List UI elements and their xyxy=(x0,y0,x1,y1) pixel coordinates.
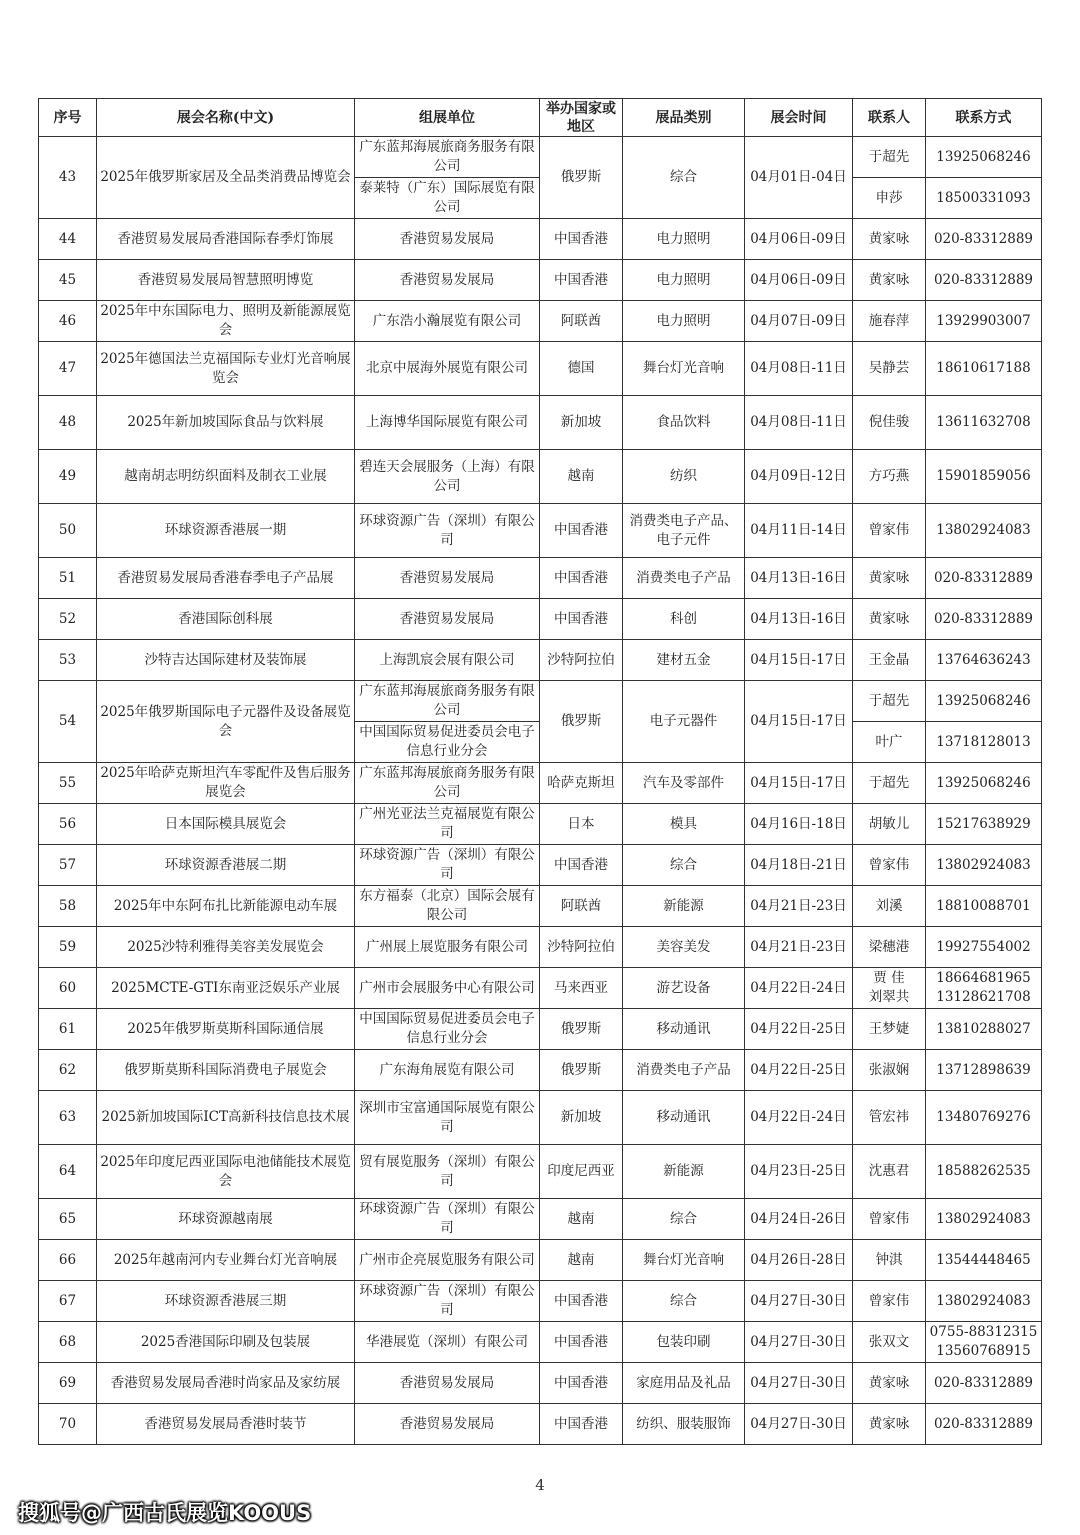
exhibition-date: 04月15日-17日 xyxy=(745,640,853,681)
table-row xyxy=(39,1404,1042,1445)
exhibition-name: 俄罗斯莫斯科国际消费电子展览会 xyxy=(97,1050,355,1091)
region: 中国香港 xyxy=(540,845,623,886)
exhibition-date: 04月06日-09日 xyxy=(745,260,853,301)
category: 综合 xyxy=(623,845,745,886)
exhibition-date: 04月08日-11日 xyxy=(745,396,853,450)
organizer: 碧连天会展服务（上海）有限公司 xyxy=(355,450,540,504)
region: 德国 xyxy=(540,342,623,396)
category: 消费类电子产品 xyxy=(623,1050,745,1091)
region: 新加坡 xyxy=(540,1091,623,1145)
category: 电力照明 xyxy=(623,219,745,260)
row-no: 57 xyxy=(39,845,97,886)
organizer: 贸有展览服务（深圳）有限公司 xyxy=(355,1145,540,1199)
contact-phone: 15217638929 xyxy=(926,804,1042,845)
region: 中国香港 xyxy=(540,260,623,301)
table-row xyxy=(39,968,1042,1009)
exhibition-name: 香港国际创科展 xyxy=(97,599,355,640)
category: 综合 xyxy=(623,137,745,219)
table-row xyxy=(39,450,1042,504)
contact-person: 黄家咏 xyxy=(853,219,926,260)
category: 家庭用品及礼品 xyxy=(623,1363,745,1404)
contact-person: 黄家咏 xyxy=(853,1363,926,1404)
exhibition-name: 2025新加坡国际ICT高新科技信息技术展 xyxy=(97,1091,355,1145)
contact-person: 曾家伟 xyxy=(853,504,926,558)
contact-phone: 13925068246 xyxy=(926,763,1042,804)
exhibition-name: 2025年中东阿布扎比新能源电动车展 xyxy=(97,886,355,927)
contact-phone-line-2: 13128621708 xyxy=(936,989,1031,1005)
contact-phone: 13802924083 xyxy=(926,1281,1042,1322)
exhibition-name: 2025年俄罗斯莫斯科国际通信展 xyxy=(97,1009,355,1050)
category: 纺织、服装服饰 xyxy=(623,1404,745,1445)
organizer: 广州市企亮展览服务有限公司 xyxy=(355,1240,540,1281)
row-no: 44 xyxy=(39,219,97,260)
region: 沙特阿拉伯 xyxy=(540,640,623,681)
region: 马来西亚 xyxy=(540,968,623,1009)
contact-person-secondary: 申莎 xyxy=(853,178,926,219)
exhibition-date: 04月18日-21日 xyxy=(745,845,853,886)
row-no: 58 xyxy=(39,886,97,927)
exhibition-name: 2025香港国际印刷及包装展 xyxy=(97,1322,355,1363)
exhibition-date: 04月27日-30日 xyxy=(745,1322,853,1363)
exhibition-date: 04月27日-30日 xyxy=(745,1363,853,1404)
region: 沙特阿拉伯 xyxy=(540,927,623,968)
row-no: 55 xyxy=(39,763,97,804)
exhibition-name: 环球资源香港展三期 xyxy=(97,1281,355,1322)
contact-phone: 13925068246 xyxy=(926,681,1042,722)
category: 游艺设备 xyxy=(623,968,745,1009)
header-name: 展会名称(中文) xyxy=(97,99,355,137)
contact-phone: 19927554002 xyxy=(926,927,1042,968)
exhibition-date: 04月22日-24日 xyxy=(745,1091,853,1145)
table-row xyxy=(39,1322,1042,1363)
exhibition-date: 04月27日-30日 xyxy=(745,1281,853,1322)
region: 中国香港 xyxy=(540,1404,623,1445)
exhibition-name: 香港贸易发展局香港时装节 xyxy=(97,1404,355,1445)
category: 新能源 xyxy=(623,1145,745,1199)
row-no: 67 xyxy=(39,1281,97,1322)
category: 建材五金 xyxy=(623,640,745,681)
table-row xyxy=(39,763,1042,804)
exhibition-name: 2025年俄罗斯国际电子元器件及设备展览会 xyxy=(97,681,355,763)
category: 移动通讯 xyxy=(623,1091,745,1145)
category: 消费类电子产品、电子元件 xyxy=(623,504,745,558)
organizer: 华港展览（深圳）有限公司 xyxy=(355,1322,540,1363)
exhibition-date: 04月06日-09日 xyxy=(745,219,853,260)
organizer: 香港贸易发展局 xyxy=(355,1404,540,1445)
table-row xyxy=(39,1009,1042,1050)
contact-phone: 13802924083 xyxy=(926,504,1042,558)
contact-phone-line-1: 18664681965 xyxy=(936,970,1031,986)
row-no: 69 xyxy=(39,1363,97,1404)
region: 阿联酋 xyxy=(540,886,623,927)
table-row xyxy=(39,260,1042,301)
organizer: 广东蓝邦海展旅商务服务有限公司 xyxy=(355,763,540,804)
exhibition-name: 环球资源香港展一期 xyxy=(97,504,355,558)
exhibition-name: 2025MCTE-GTI东南亚泛娱乐产业展 xyxy=(97,968,355,1009)
region: 越南 xyxy=(540,1199,623,1240)
contact-person-line-2: 刘翠共 xyxy=(868,989,910,1005)
organizer: 广州展上展览服务有限公司 xyxy=(355,927,540,968)
row-no: 51 xyxy=(39,558,97,599)
exhibition-date: 04月22日-25日 xyxy=(745,1009,853,1050)
table-header-row xyxy=(39,99,1042,137)
organizer: 深圳市宝富通国际展览有限公司 xyxy=(355,1091,540,1145)
region: 中国香港 xyxy=(540,599,623,640)
contact-person: 管宏祎 xyxy=(853,1091,926,1145)
contact-phone-line-1: 0755-88312315 xyxy=(929,1324,1038,1340)
row-no: 63 xyxy=(39,1091,97,1145)
contact-person: 张淑娴 xyxy=(853,1050,926,1091)
category: 科创 xyxy=(623,599,745,640)
exhibition-name: 2025年德国法兰克福国际专业灯光音响展览会 xyxy=(97,342,355,396)
table-row xyxy=(39,681,1042,722)
table-row xyxy=(39,1363,1042,1404)
organizer: 广东蓝邦海展旅商务服务有限公司 xyxy=(355,137,540,178)
contact-phone: 020-83312889 xyxy=(926,1404,1042,1445)
watermark-logo: 搜狐号@广西古氏展览KOOUS xyxy=(18,1501,312,1525)
row-no: 52 xyxy=(39,599,97,640)
row-no: 46 xyxy=(39,301,97,342)
region: 阿联酋 xyxy=(540,301,623,342)
table-row xyxy=(39,342,1042,396)
category: 综合 xyxy=(623,1281,745,1322)
exhibition-date: 04月15日-17日 xyxy=(745,763,853,804)
table-row xyxy=(39,804,1042,845)
exhibition-date: 04月23日-25日 xyxy=(745,1145,853,1199)
contact-phone: 020-83312889 xyxy=(926,260,1042,301)
region: 俄罗斯 xyxy=(540,681,623,763)
organizer: 环球资源广告（深圳）有限公司 xyxy=(355,504,540,558)
contact-person: 黄家咏 xyxy=(853,260,926,301)
exhibition-date: 04月21日-23日 xyxy=(745,927,853,968)
organizer: 香港贸易发展局 xyxy=(355,219,540,260)
exhibition-name: 2025年新加坡国际食品与饮料展 xyxy=(97,396,355,450)
header-no: 序号 xyxy=(39,99,97,137)
contact-phone-secondary: 13718128013 xyxy=(926,722,1042,763)
table-row xyxy=(39,1050,1042,1091)
region: 中国香港 xyxy=(540,1363,623,1404)
organizer: 广东浩小瀚展览有限公司 xyxy=(355,301,540,342)
table-row xyxy=(39,137,1042,178)
contact-person: 施春萍 xyxy=(853,301,926,342)
category: 新能源 xyxy=(623,886,745,927)
category: 食品饮料 xyxy=(623,396,745,450)
header-phone: 联系方式 xyxy=(926,99,1042,137)
row-no: 53 xyxy=(39,640,97,681)
contact-person-line-1: 贾 佳 xyxy=(873,970,905,986)
exhibition-name: 2025年中东国际电力、照明及新能源展览会 xyxy=(97,301,355,342)
contact-person: 钟淇 xyxy=(853,1240,926,1281)
contact-phone-line-2: 13560768915 xyxy=(936,1343,1031,1359)
table-row xyxy=(39,301,1042,342)
contact-person xyxy=(853,968,926,1009)
contact-phone xyxy=(926,968,1042,1009)
region: 中国香港 xyxy=(540,504,623,558)
table-row xyxy=(39,599,1042,640)
exhibition-name: 香港贸易发展局香港春季电子产品展 xyxy=(97,558,355,599)
contact-phone: 020-83312889 xyxy=(926,599,1042,640)
organizer: 广州市会展服务中心有限公司 xyxy=(355,968,540,1009)
exhibition-name: 2025年越南河内专业舞台灯光音响展 xyxy=(97,1240,355,1281)
organizer: 香港贸易发展局 xyxy=(355,599,540,640)
row-no: 47 xyxy=(39,342,97,396)
exhibition-date: 04月22日-24日 xyxy=(745,968,853,1009)
organizer: 环球资源广告（深圳）有限公司 xyxy=(355,845,540,886)
region: 中国香港 xyxy=(540,219,623,260)
category: 电力照明 xyxy=(623,301,745,342)
contact-phone xyxy=(926,1322,1042,1363)
region: 俄罗斯 xyxy=(540,137,623,219)
contact-person: 黄家咏 xyxy=(853,558,926,599)
exhibition-name: 2025年俄罗斯家居及全品类消费品博览会 xyxy=(97,137,355,219)
exhibition-date: 04月26日-28日 xyxy=(745,1240,853,1281)
region: 俄罗斯 xyxy=(540,1009,623,1050)
region: 新加坡 xyxy=(540,396,623,450)
contact-phone: 13810288027 xyxy=(926,1009,1042,1050)
contact-phone: 020-83312889 xyxy=(926,1363,1042,1404)
category: 模具 xyxy=(623,804,745,845)
exhibition-date: 04月13日-16日 xyxy=(745,599,853,640)
organizer: 环球资源广告（深圳）有限公司 xyxy=(355,1281,540,1322)
exhibition-date: 04月09日-12日 xyxy=(745,450,853,504)
category: 消费类电子产品 xyxy=(623,558,745,599)
exhibition-date: 04月08日-11日 xyxy=(745,342,853,396)
header-category: 展品类别 xyxy=(623,99,745,137)
category: 综合 xyxy=(623,1199,745,1240)
exhibition-name: 香港贸易发展局智慧照明博览 xyxy=(97,260,355,301)
organizer: 广东海角展览有限公司 xyxy=(355,1050,540,1091)
table-row xyxy=(39,558,1042,599)
table-row xyxy=(39,219,1042,260)
exhibition-name: 越南胡志明纺织面料及制衣工业展 xyxy=(97,450,355,504)
table-row xyxy=(39,886,1042,927)
table-row xyxy=(39,1281,1042,1322)
category: 美容美发 xyxy=(623,927,745,968)
table-row xyxy=(39,927,1042,968)
exhibition-date: 04月21日-23日 xyxy=(745,886,853,927)
table-body xyxy=(39,137,1042,1445)
contact-phone: 020-83312889 xyxy=(926,219,1042,260)
contact-phone: 13925068246 xyxy=(926,137,1042,178)
organizer: 东方福泰（北京）国际会展有限公司 xyxy=(355,886,540,927)
exhibition-name: 香港贸易发展局香港国际春季灯饰展 xyxy=(97,219,355,260)
exhibition-name: 环球资源香港展二期 xyxy=(97,845,355,886)
exhibition-name: 环球资源越南展 xyxy=(97,1199,355,1240)
category: 电子元器件 xyxy=(623,681,745,763)
contact-phone-secondary: 18500331093 xyxy=(926,178,1042,219)
region: 越南 xyxy=(540,1240,623,1281)
row-no: 49 xyxy=(39,450,97,504)
contact-phone: 13712898639 xyxy=(926,1050,1042,1091)
exhibition-date: 04月07日-09日 xyxy=(745,301,853,342)
row-no: 56 xyxy=(39,804,97,845)
contact-person: 王金晶 xyxy=(853,640,926,681)
contact-phone: 18810088701 xyxy=(926,886,1042,927)
organizer: 中国国际贸易促进委员会电子信息行业分会 xyxy=(355,1009,540,1050)
row-no: 66 xyxy=(39,1240,97,1281)
table-row xyxy=(39,1240,1042,1281)
contact-phone: 020-83312889 xyxy=(926,558,1042,599)
table-row xyxy=(39,504,1042,558)
contact-phone: 13802924083 xyxy=(926,845,1042,886)
category: 包装印刷 xyxy=(623,1322,745,1363)
row-no: 60 xyxy=(39,968,97,1009)
row-no: 54 xyxy=(39,681,97,763)
row-no: 43 xyxy=(39,137,97,219)
contact-person: 王梦婕 xyxy=(853,1009,926,1050)
contact-phone: 13764636243 xyxy=(926,640,1042,681)
contact-phone: 13929903007 xyxy=(926,301,1042,342)
category: 移动通讯 xyxy=(623,1009,745,1050)
contact-person: 张双文 xyxy=(853,1322,926,1363)
header-organizer: 组展单位 xyxy=(355,99,540,137)
page-number: 4 xyxy=(535,1476,545,1494)
row-no: 59 xyxy=(39,927,97,968)
contact-person: 沈惠君 xyxy=(853,1145,926,1199)
region: 哈萨克斯坦 xyxy=(540,763,623,804)
organizer: 上海博华国际展览有限公司 xyxy=(355,396,540,450)
contact-person: 梁穗港 xyxy=(853,927,926,968)
contact-phone: 13802924083 xyxy=(926,1199,1042,1240)
exhibition-date: 04月16日-18日 xyxy=(745,804,853,845)
contact-phone: 13611632708 xyxy=(926,396,1042,450)
contact-person-secondary: 叶广 xyxy=(853,722,926,763)
row-no: 68 xyxy=(39,1322,97,1363)
organizer: 上海凯宸会展有限公司 xyxy=(355,640,540,681)
exhibition-name: 2025沙特利雅得美容美发展览会 xyxy=(97,927,355,968)
contact-person: 黄家咏 xyxy=(853,1404,926,1445)
category: 舞台灯光音响 xyxy=(623,1240,745,1281)
exhibition-name: 香港贸易发展局香港时尚家品及家纺展 xyxy=(97,1363,355,1404)
exhibition-name: 沙特吉达国际建材及装饰展 xyxy=(97,640,355,681)
organizer: 香港贸易发展局 xyxy=(355,1363,540,1404)
row-no: 61 xyxy=(39,1009,97,1050)
contact-phone: 13480769276 xyxy=(926,1091,1042,1145)
organizer: 北京中展海外展览有限公司 xyxy=(355,342,540,396)
exhibition-table xyxy=(38,98,1042,1445)
contact-person: 曾家伟 xyxy=(853,1199,926,1240)
contact-phone: 18610617188 xyxy=(926,342,1042,396)
region: 中国香港 xyxy=(540,1281,623,1322)
contact-person: 黄家咏 xyxy=(853,599,926,640)
row-no: 48 xyxy=(39,396,97,450)
contact-person: 胡敏儿 xyxy=(853,804,926,845)
exhibition-date: 04月27日-30日 xyxy=(745,1404,853,1445)
exhibition-date: 04月22日-25日 xyxy=(745,1050,853,1091)
region: 越南 xyxy=(540,450,623,504)
exhibition-name: 2025年哈萨克斯坦汽车零配件及售后服务展览会 xyxy=(97,763,355,804)
organizer-secondary: 中国国际贸易促进委员会电子信息行业分会 xyxy=(355,722,540,763)
region: 中国香港 xyxy=(540,1322,623,1363)
row-no: 45 xyxy=(39,260,97,301)
organizer: 广东蓝邦海展旅商务服务有限公司 xyxy=(355,681,540,722)
header-contact: 联系人 xyxy=(853,99,926,137)
region: 中国香港 xyxy=(540,558,623,599)
region: 印度尼西亚 xyxy=(540,1145,623,1199)
row-no: 62 xyxy=(39,1050,97,1091)
exhibition-name: 日本国际模具展览会 xyxy=(97,804,355,845)
organizer-secondary: 泰莱特（广东）国际展览有限公司 xyxy=(355,178,540,219)
organizer: 香港贸易发展局 xyxy=(355,558,540,599)
contact-person: 曾家伟 xyxy=(853,1281,926,1322)
row-no: 50 xyxy=(39,504,97,558)
exhibition-name: 2025年印度尼西亚国际电池储能技术展览会 xyxy=(97,1145,355,1199)
table-row xyxy=(39,1145,1042,1199)
header-date: 展会时间 xyxy=(745,99,853,137)
region: 日本 xyxy=(540,804,623,845)
contact-person: 曾家伟 xyxy=(853,845,926,886)
exhibition-date: 04月24日-26日 xyxy=(745,1199,853,1240)
table-row xyxy=(39,1199,1042,1240)
row-no: 64 xyxy=(39,1145,97,1199)
contact-phone: 13544448465 xyxy=(926,1240,1042,1281)
contact-person: 于超先 xyxy=(853,763,926,804)
organizer: 广州光亚法兰克福展览有限公司 xyxy=(355,804,540,845)
contact-person: 倪佳骏 xyxy=(853,396,926,450)
contact-person: 吴静芸 xyxy=(853,342,926,396)
category: 纺织 xyxy=(623,450,745,504)
category: 汽车及零部件 xyxy=(623,763,745,804)
table-row xyxy=(39,396,1042,450)
exhibition-date: 04月11日-14日 xyxy=(745,504,853,558)
exhibition-date: 04月13日-16日 xyxy=(745,558,853,599)
header-region: 举办国家或地区 xyxy=(540,99,623,137)
exhibition-date: 04月15日-17日 xyxy=(745,681,853,763)
contact-person: 于超先 xyxy=(853,137,926,178)
row-no: 70 xyxy=(39,1404,97,1445)
category: 舞台灯光音响 xyxy=(623,342,745,396)
organizer: 环球资源广告（深圳）有限公司 xyxy=(355,1199,540,1240)
exhibition-date: 04月01日-04日 xyxy=(745,137,853,219)
region: 俄罗斯 xyxy=(540,1050,623,1091)
organizer: 香港贸易发展局 xyxy=(355,260,540,301)
table-row xyxy=(39,640,1042,681)
table-row xyxy=(39,845,1042,886)
contact-person: 方巧燕 xyxy=(853,450,926,504)
row-no: 65 xyxy=(39,1199,97,1240)
contact-phone: 18588262535 xyxy=(926,1145,1042,1199)
category: 电力照明 xyxy=(623,260,745,301)
contact-person: 刘溪 xyxy=(853,886,926,927)
contact-phone: 15901859056 xyxy=(926,450,1042,504)
contact-person: 于超先 xyxy=(853,681,926,722)
table-row xyxy=(39,1091,1042,1145)
